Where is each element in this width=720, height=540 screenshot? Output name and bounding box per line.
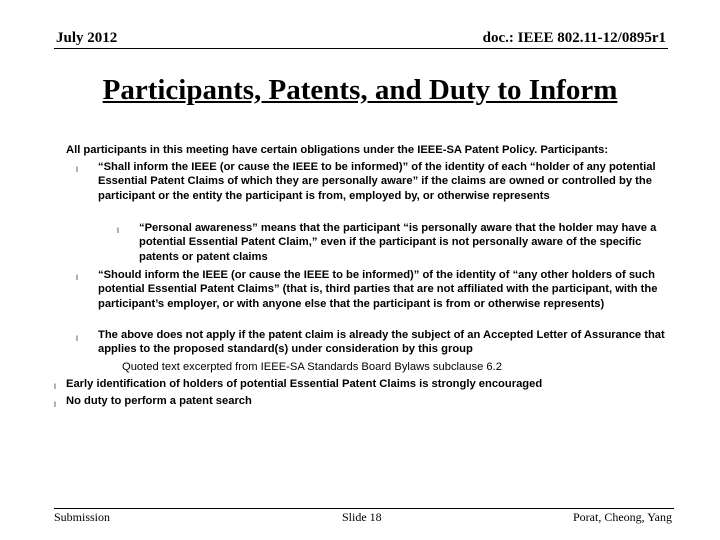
footer-submission: Submission: [54, 510, 111, 524]
item-personal-awareness: “Personal awareness” means that the participant “is personally aware that the holder may have a potential Essential Patent Claim,” even if the participant is not personally aware of the specific patents or patent claims: [139, 222, 657, 263]
quote-source: Quoted text excerpted from IEEE-SA Standards Board Bylaws subclause 6.2: [122, 361, 502, 373]
item-should-inform: “Should inform the IEEE (or cause the IEEE to be informed)” of the identity of “any other holders of such potential Essential Patent Claims” (that is, third parties that are not affiliated with the participant, with the participant’s employer, or with anyone else that the participant is from or otherwise represents): [98, 269, 658, 310]
slide-title: Participants, Patents, and Duty to Inform: [102, 74, 618, 106]
bullet-icon: l: [117, 227, 119, 235]
point-early-identification: Early identification of holders of potential Essential Patent Claims is strongly encouraged: [66, 378, 543, 390]
point-no-duty: No duty to perform a patent search: [66, 395, 252, 407]
header-date: July 2012: [56, 30, 118, 46]
header-doc-id: doc.: IEEE 802.11-12/0895r1: [482, 30, 666, 46]
bullet-icon: l: [54, 383, 56, 391]
intro-text: All participants in this meeting have certain obligations under the IEEE-SA Patent Policy. Participants:: [66, 144, 609, 156]
item-does-not-apply: The above does not apply if the patent claim is already the subject of an Accepted Letter of Assurance that applies to the proposed standard(s) under consideration by this group: [98, 329, 665, 356]
bullet-icon: l: [54, 401, 56, 409]
bullet-icon: l: [76, 166, 78, 174]
bullet-icon: l: [76, 274, 78, 282]
footer-divider: [54, 508, 674, 509]
bullet-icon: l: [76, 335, 78, 343]
header-divider: [54, 48, 668, 49]
footer-slide-number: Slide 18: [342, 510, 382, 524]
item-shall-inform: “Shall inform the IEEE (or cause the IEEE to be informed)” of the identity of each “holder of any potential Essential Patent Claims of which they are personally aware” if the claims are owned or controlled by the participant or the entity the participant is from, employed by, or otherwise represents: [98, 161, 656, 202]
footer-authors: Porat, Cheong, Yang: [572, 510, 672, 524]
